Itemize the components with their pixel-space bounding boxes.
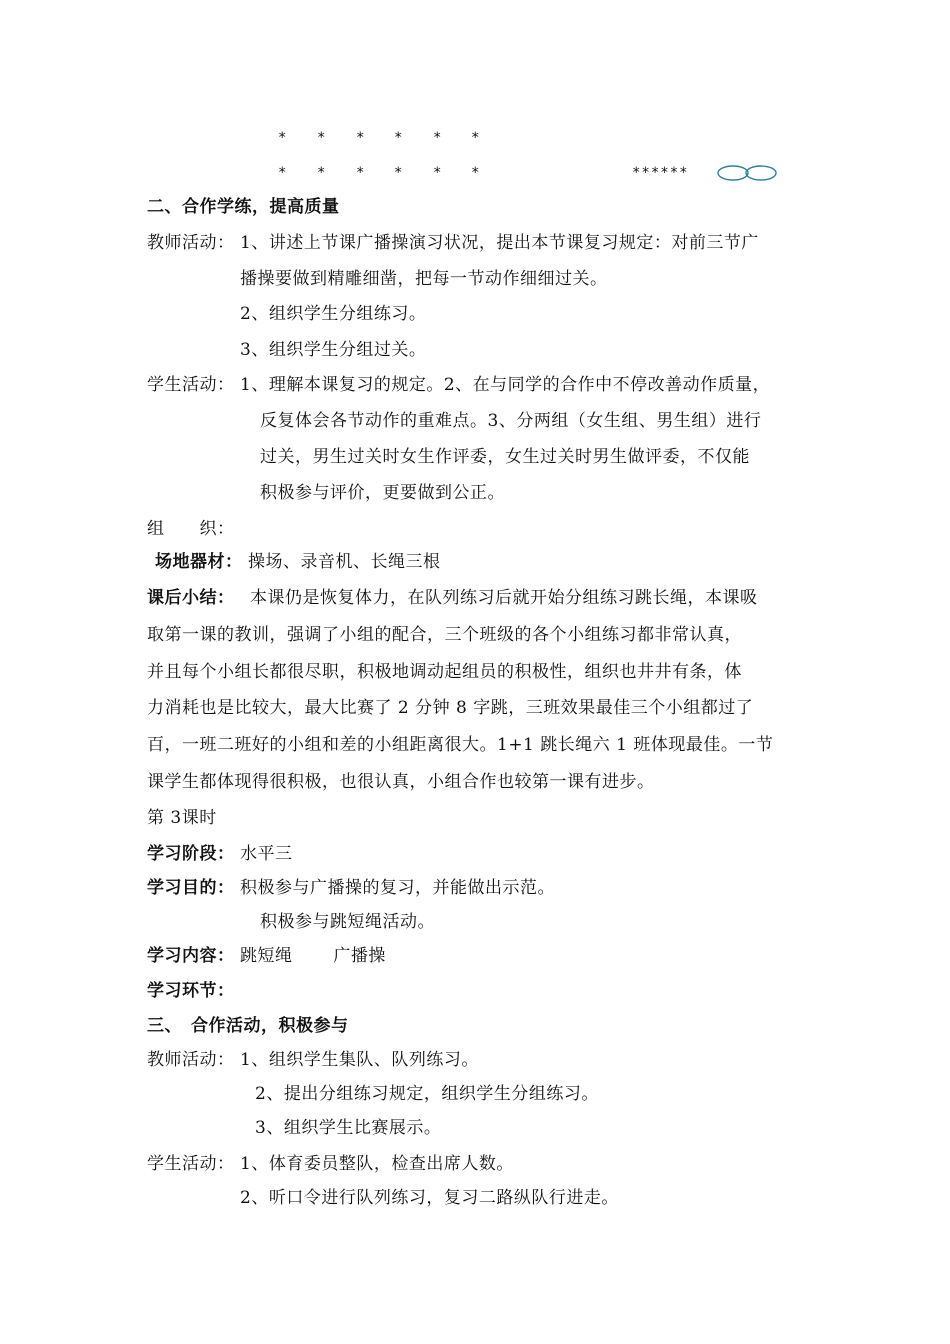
student-activity-item: 1、体育委员整队，检查出席人数。 <box>240 1154 514 1174</box>
rope-ovals-icon <box>716 163 778 183</box>
teacher-activity-item: 播操要做到精雕细凿，把每一节动作细细过关。 <box>240 269 608 289</box>
formation-star: * <box>317 165 326 181</box>
teacher-activity-item: 1、讲述上节课广播操演习状况，提出本节课复习规定：对前三节广 <box>240 233 759 253</box>
formation-star: * <box>433 165 442 181</box>
formation-star: * <box>356 130 365 146</box>
teacher-activity-item: 2、提出分组练习规定，组织学生分组练习。 <box>255 1084 599 1104</box>
summary-label: 课后小结： <box>147 588 235 608</box>
student-activity-line: 1、理解本课复习的规定。2、在与同学的合作中不停改善动作质量， <box>240 375 771 395</box>
steps-label: 学习环节： <box>147 981 235 1001</box>
stage-label: 学习阶段： <box>147 844 235 864</box>
equipment-value: 操场、录音机、长绳三根 <box>248 552 441 572</box>
summary-line: 力消耗也是比较大，最大比赛了 2 分钟 8 字跳，三班效果最佳三个小组都过了 <box>147 698 754 718</box>
summary-line: 课学生都体现得很积极，也很认真，小组合作也较第一课有进步。 <box>147 772 655 792</box>
student-activity-line: 过关，男生过关时女生作评委，女生过关时男生做评委，不仅能 <box>260 447 750 467</box>
teacher-activity-label: 教师活动： <box>147 233 235 253</box>
formation-star: * <box>278 165 287 181</box>
teacher-activity-item: 1、组织学生集队、队列练习。 <box>240 1050 479 1070</box>
summary-line: 取第一课的教训，强调了小组的配合，三个班级的各个小组练习都非常认真， <box>147 625 742 645</box>
formation-star-group: ****** <box>632 165 689 181</box>
goal-line: 积极参与广播操的复习，并能做出示范。 <box>240 878 555 898</box>
summary-line: 本课仍是恢复体力，在队列练习后就开始分组练习跳长绳，本课吸 <box>250 588 758 608</box>
student-activity-label: 学生活动： <box>147 375 235 395</box>
section-3-heading: 三、 合作活动，积极参与 <box>147 1016 349 1036</box>
student-activity-line: 反复体会各节动作的重难点。3、分两组（女生组、男生组）进行 <box>260 411 762 431</box>
student-activity-line: 积极参与评价，更要做到公正。 <box>260 483 505 503</box>
formation-star: * <box>433 130 442 146</box>
formation-star: * <box>317 130 326 146</box>
goal-line: 积极参与跳短绳活动。 <box>260 912 435 932</box>
student-activity-label: 学生活动： <box>147 1154 235 1174</box>
goal-label: 学习目的： <box>147 878 235 898</box>
formation-star: * <box>356 165 365 181</box>
content-value: 跳短绳 广播操 <box>240 946 386 966</box>
stage-value: 水平三 <box>240 844 293 864</box>
organization-label: 组 织： <box>147 519 235 539</box>
section-2-heading: 二、合作学练，提高质量 <box>147 197 340 217</box>
formation-star: * <box>394 165 403 181</box>
formation-star: * <box>278 130 287 146</box>
lesson-3-title: 第 3课时 <box>147 808 217 828</box>
teacher-activity-item: 3、组织学生分组过关。 <box>240 340 427 360</box>
student-activity-item: 2、听口令进行队列练习，复习二路纵队行进走。 <box>240 1188 619 1208</box>
formation-star: * <box>471 130 480 146</box>
formation-star: * <box>394 130 403 146</box>
summary-line: 并且每个小组长都很尽职，积极地调动起组员的积极性，组织也井井有条，体 <box>147 662 742 682</box>
teacher-activity-label: 教师活动： <box>147 1050 235 1070</box>
teacher-activity-item: 3、组织学生比赛展示。 <box>255 1118 442 1138</box>
content-label: 学习内容： <box>147 946 235 966</box>
teacher-activity-item: 2、组织学生分组练习。 <box>240 304 427 324</box>
summary-line: 百，一班二班好的小组和差的小组距离很大。1+1 跳长绳六 1 班体现最佳。一节 <box>147 735 774 755</box>
formation-star: * <box>471 165 480 181</box>
equipment-label: 场地器材： <box>155 552 243 572</box>
